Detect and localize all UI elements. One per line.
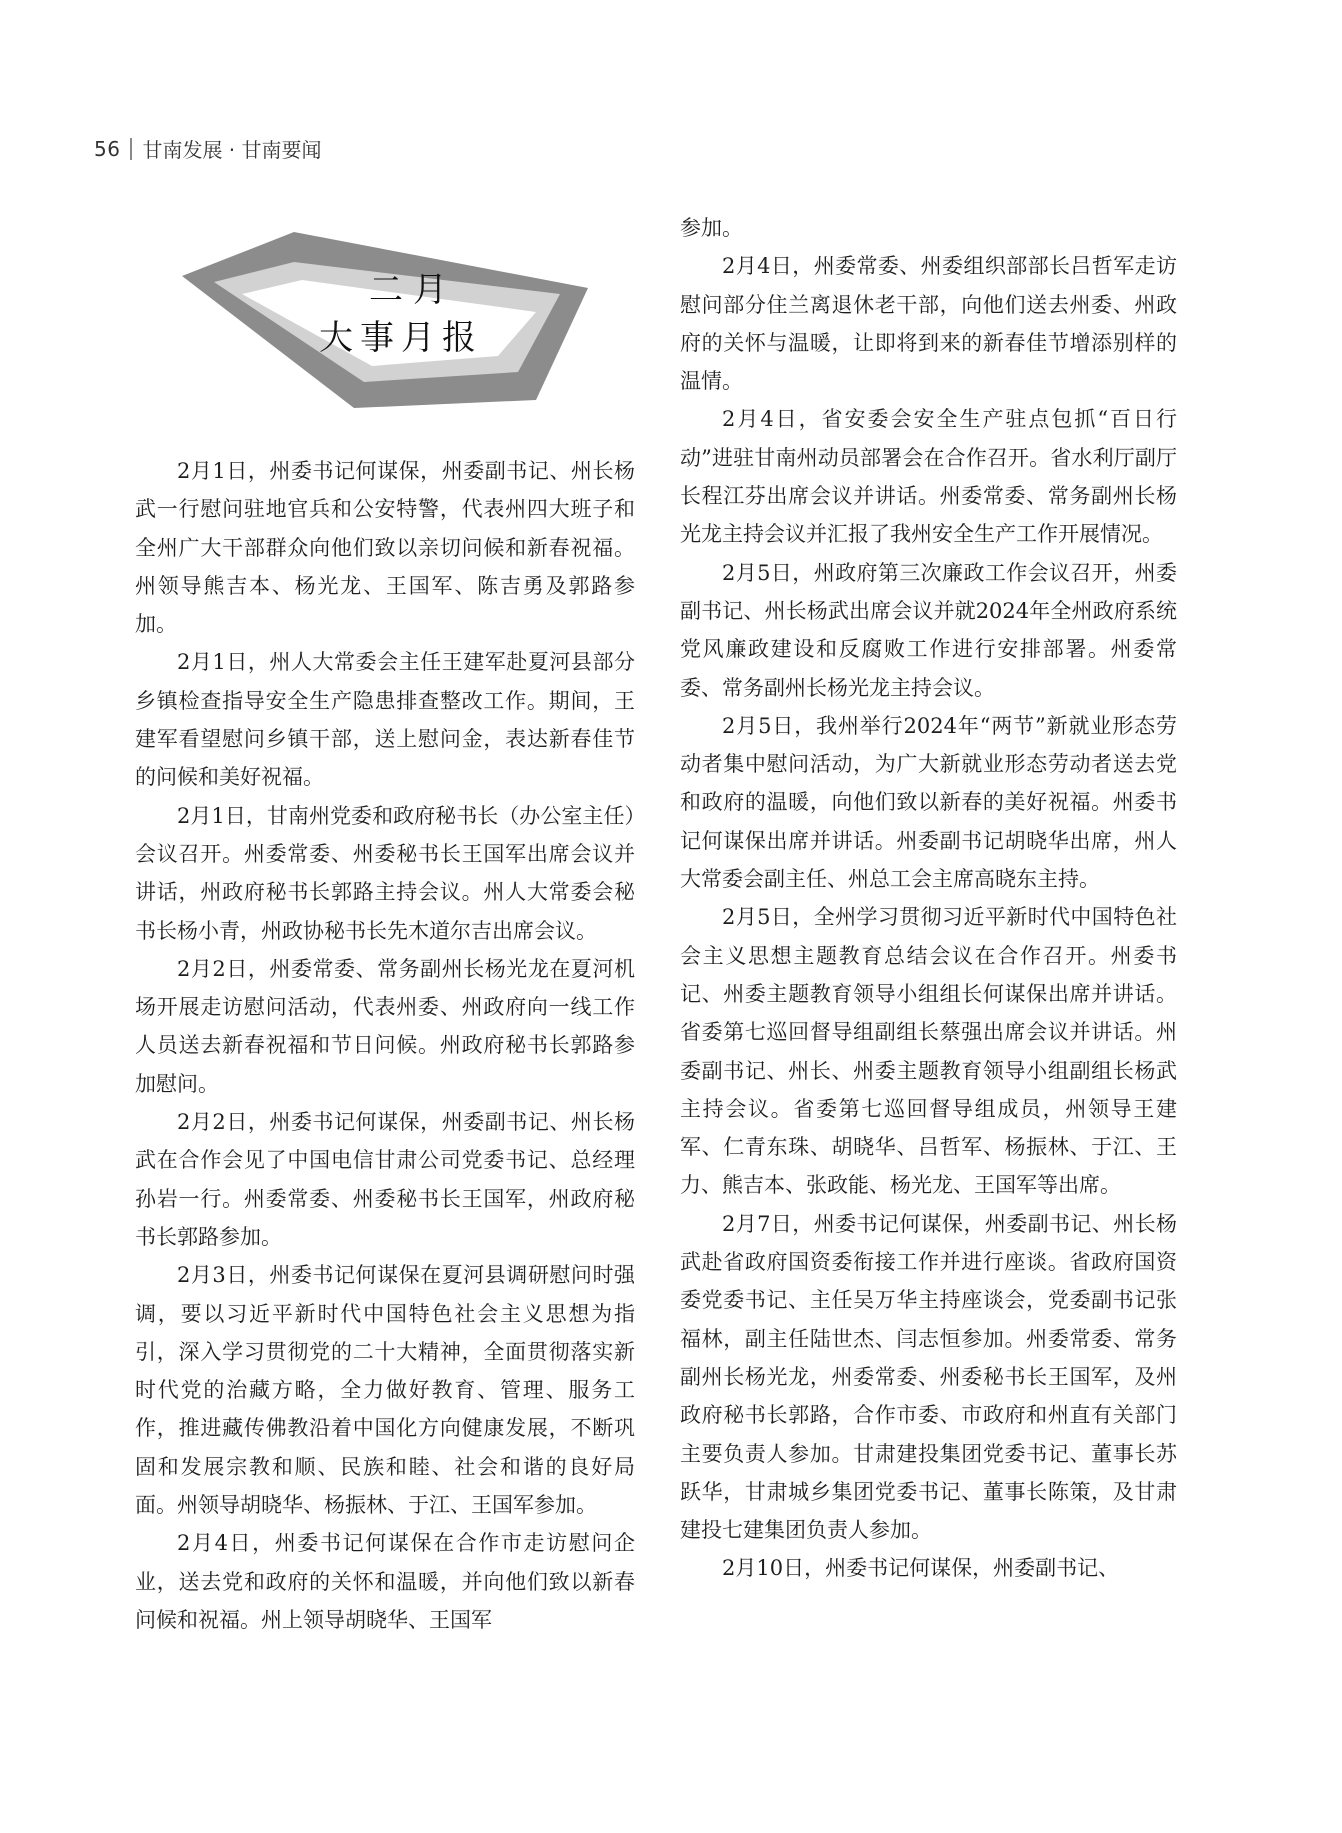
news-item: 2月5日，全州学习贯彻习近平新时代中国特色社会主义思想主题教育总结会议在合作召开。州委书记、州委主题教育领导小组组长何谋保出席并讲话。省委第七巡回督导组副组长蔡强出席会议并讲话。州委副书记、州长、州委主题教育领导小组副组长杨武主持会议。省委第七巡回督导组成员，州领导王建军、仁青东珠、胡晓华、吕哲军、杨振林、于江、王力、熊吉本、张政能、杨光龙、王国军等出席。 bbox=[680, 905, 1177, 1198]
news-item: 2月4日，省安委会安全生产驻点包抓“百日行动”进驻甘南州动员部署会在合作召开。省水利厅副厅长程江芬出席会议并讲话。州委常委、常务副州长杨光龙主持会议并汇报了我州安全生产工作开展情况。 bbox=[680, 407, 1177, 547]
right-column bbox=[680, 209, 1177, 1588]
news-item: 2月1日，州委书记何谋保，州委副书记、州长杨武一行慰问驻地官兵和公安特警，代表州四大班子和全州广大干部群众向他们致以亲切问候和新春祝福。州领导熊吉本、杨光龙、王国军、陈吉勇及郭路参加。 bbox=[135, 459, 635, 637]
news-item: 2月7日，州委书记何谋保，州委副书记、州长杨武赴省政府国资委衔接工作并进行座谈。省政府国资委党委书记、主任吴万华主持座谈会，党委副书记张福林，副主任陆世杰、闫志恒参加。州委常委、常务副州长杨光龙，州委常委、州委秘书长王国军，及州政府秘书长郭路，合作市委、市政府和州直有关部门主要负责人参加。甘肃建投集团党委书记、董事长苏跃华，甘肃城乡集团党委书记、董事长陈策，及甘肃建投七建集团负责人参加。 bbox=[680, 1211, 1177, 1543]
news-item: 2月2日，州委书记何谋保，州委副书记、州长杨武在合作会见了中国电信甘肃公司党委书记、总经理孙岩一行。州委常委、州委秘书长王国军，州政府秘书长郭路参加。 bbox=[135, 1110, 635, 1249]
news-item: 2月4日，州委常委、州委组织部部长吕哲军走访慰问部分住兰离退休老干部，向他们送去州委、州政府的关怀与温暖，让即将到来的新春佳节增添别样的温情。 bbox=[680, 254, 1177, 394]
news-item: 2月3日，州委书记何谋保在夏河县调研慰问时强调，要以习近平新时代中国特色社会主义思想为指引，深入学习贯彻党的二十大精神，全面贯彻落实新时代党的治藏方略，全力做好教育、管理、服务工作，推进藏传佛教沿着中国化方向健康发展，不断巩固和发展宗教和顺、民族和睦、社会和谐的良好局面。州领导胡晓华、杨振林、于江、王国军参加。 bbox=[135, 1263, 635, 1518]
title-line-1: 二月 bbox=[369, 270, 457, 310]
news-item: 2月4日，州委书记何谋保在合作市走访慰问企业，送去党和政府的关怀和温暖，并向他们致以新春问候和祝福。州上领导胡晓华、王国军 bbox=[135, 1531, 635, 1632]
title-line-2: 大事月报 bbox=[319, 318, 483, 358]
left-column bbox=[135, 452, 635, 1639]
page-number: 56 bbox=[94, 136, 121, 161]
header-divider bbox=[130, 138, 132, 160]
news-item-continuation: 参加。 bbox=[680, 216, 743, 240]
news-item: 2月5日，州政府第三次廉政工作会议召开，州委副书记、州长杨武出席会议并就2024年全州政府系统党风廉政建设和反腐败工作进行安排部署。州委常委、常务副州长杨光龙主持会议。 bbox=[680, 560, 1177, 700]
running-header bbox=[94, 134, 322, 163]
news-item: 2月10日，州委书记何谋保，州委副书记、 bbox=[722, 1556, 1120, 1581]
news-item: 2月1日，甘南州党委和政府秘书长（办公室主任）会议召开。州委常委、州委秘书长王国军出席会议并讲话，州政府秘书长郭路主持会议。州人大常委会秘书长杨小青，州政协秘书长先木道尔吉出席会议。 bbox=[135, 803, 635, 943]
news-item: 2月2日，州委常委、常务副州长杨光龙在夏河机场开展走访慰问活动，代表州委、州政府向一线工作人员送去新春祝福和节日问候。州政府秘书长郭路参加慰问。 bbox=[135, 956, 635, 1096]
news-item: 2月1日，州人大常委会主任王建军赴夏河县部分乡镇检查指导安全生产隐患排查整改工作。期间，王建军看望慰问乡镇干部，送上慰问金，表达新春佳节的问候和美好祝福。 bbox=[135, 650, 635, 790]
news-item: 2月5日，我州举行2024年“两节”新就业形态劳动者集中慰问活动，为广大新就业形态劳动者送去党和政府的温暖，向他们致以新春的美好祝福。州委书记何谋保出席并讲话。州委副书记胡晓华出席，州人大常委会副主任、州总工会主席高晓东主持。 bbox=[680, 713, 1177, 892]
title-banner bbox=[176, 232, 592, 408]
section-title: 甘南发展 · 甘南要闻 bbox=[142, 138, 322, 162]
